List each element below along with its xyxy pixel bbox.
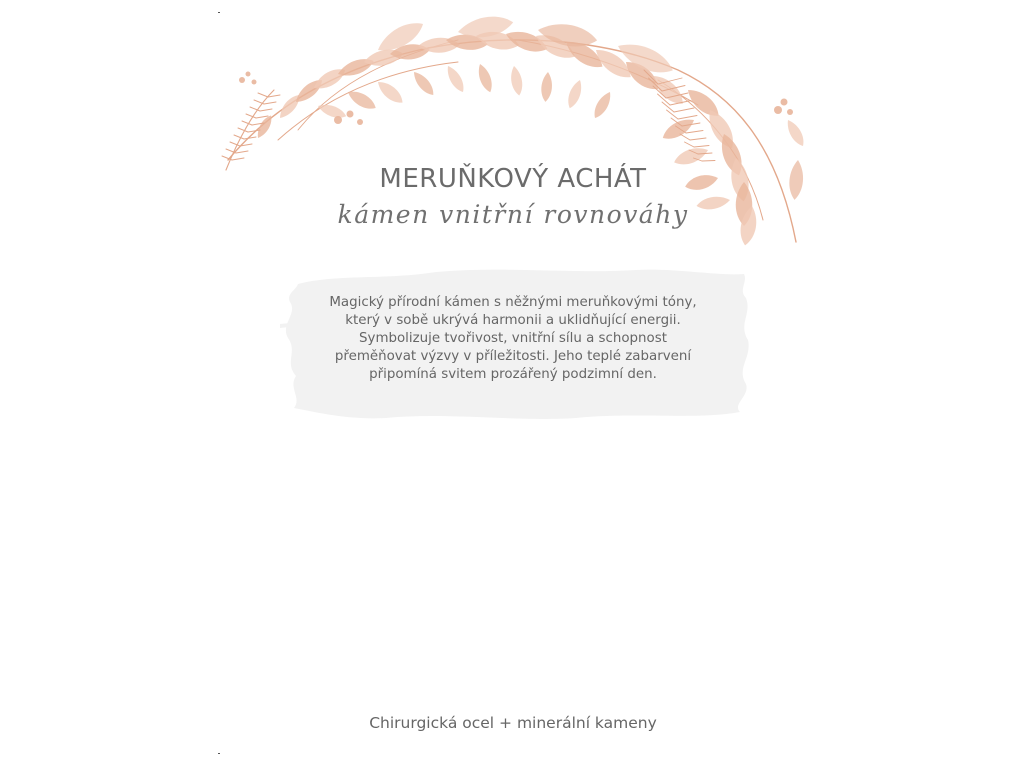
wreath-leaf xyxy=(565,78,585,110)
wreath-leaf xyxy=(783,117,807,148)
card-title: MERUŇKOVÝ ACHÁT xyxy=(379,164,647,194)
wreath-stem xyxy=(686,131,703,134)
wreath-stem xyxy=(238,128,248,132)
description-line: připomíná svitem prozářený podzimní den. xyxy=(369,367,657,382)
wreath-leaf xyxy=(475,62,495,94)
wreath-stem xyxy=(678,116,697,120)
wreath-stem xyxy=(258,93,268,97)
wreath-berry xyxy=(787,109,793,115)
wreath-leaf xyxy=(410,69,437,99)
wreath-stem xyxy=(674,108,694,112)
wreath-stem xyxy=(690,138,706,140)
wreath-stem xyxy=(685,142,695,147)
product-card xyxy=(218,10,808,760)
card-description xyxy=(306,294,720,384)
wreath-berry xyxy=(252,80,257,85)
wreath-stem xyxy=(268,95,280,97)
wreath-stem xyxy=(256,116,268,118)
wreath-berry xyxy=(357,119,363,125)
wreath-stem xyxy=(694,146,709,148)
wreath-leaf xyxy=(374,77,406,107)
wreath-leaf xyxy=(316,101,348,121)
description-line: který v sobě ukrývá harmonii a uklidňující energii. xyxy=(345,313,681,328)
wreath-berry xyxy=(334,116,342,124)
wreath-leaf xyxy=(345,87,379,113)
wreath-berry xyxy=(347,111,354,118)
description-line: Magický přírodní kámen s něžnými meruňkovými tóny, xyxy=(329,295,697,310)
wreath-stem xyxy=(234,135,244,139)
wreath-stem xyxy=(680,134,690,140)
card-subtitle: kámen vnitřní rovnováhy xyxy=(337,200,689,229)
wreath-berry xyxy=(246,72,251,77)
wreath-leaf xyxy=(540,72,553,103)
wreath-leaf xyxy=(590,89,614,120)
wreath-stem xyxy=(260,109,272,111)
description-line: přeměňovat výzvy v příležitosti. Jeho teplé zabarvení xyxy=(334,349,692,364)
wreath-berry xyxy=(774,106,782,114)
wreath-stem xyxy=(242,121,252,125)
description-line: Symbolizuje tvořivost, vnitřní sílu a schopnost xyxy=(359,331,667,346)
wreath-stem xyxy=(264,102,276,104)
wreath-berry xyxy=(239,77,245,83)
wreath-stem xyxy=(702,161,715,162)
wreath-berry xyxy=(781,99,788,106)
material-note: Chirurgická ocel + minerální kameny xyxy=(369,714,657,732)
wreath-stem xyxy=(232,158,244,160)
wreath-stem xyxy=(236,151,248,153)
wreath-leaf xyxy=(509,65,525,96)
wreath-leaf xyxy=(443,63,467,94)
